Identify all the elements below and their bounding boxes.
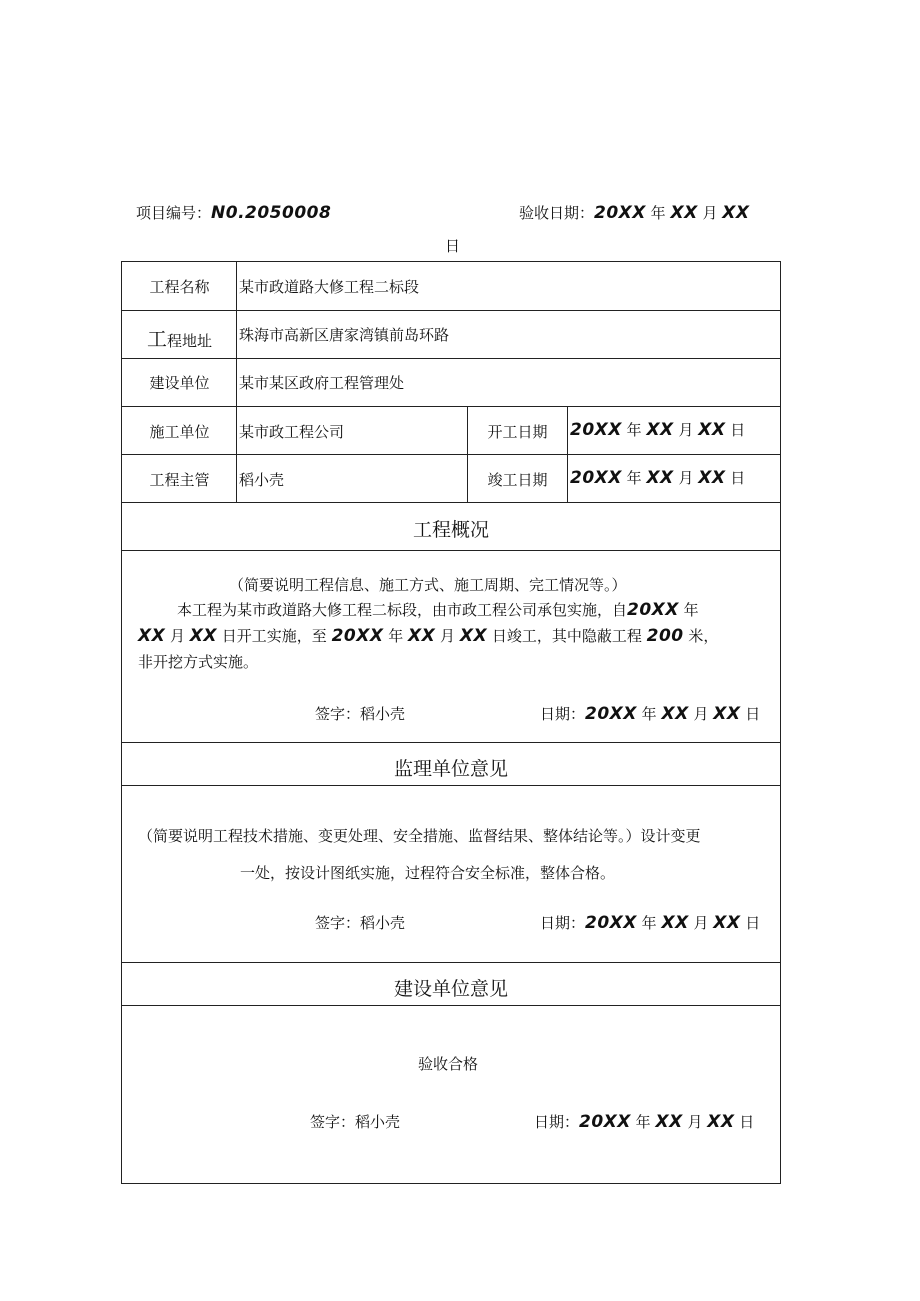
- year-char: 年: [650, 204, 666, 222]
- sign-label: 签字：: [310, 1113, 356, 1131]
- overview-end-year: 20XX: [331, 626, 384, 646]
- overview-hint: （简要说明工程信息、施工方式、施工周期、完工情况等。）: [229, 576, 627, 594]
- column-divider: [567, 406, 568, 502]
- project-address-label-rest: 程地址: [166, 332, 212, 350]
- sign-label: 签字：: [315, 914, 361, 932]
- start-month: XX: [646, 420, 674, 440]
- overview-signature: [315, 701, 405, 727]
- sign-label: 签字：: [315, 705, 361, 723]
- supervision-date: [540, 910, 760, 936]
- supervision-sign-year-char: 年: [641, 914, 657, 932]
- row-divider: [122, 310, 780, 311]
- supervision-line-1: （简要说明工程技术措施、变更处理、安全措施、监督结果、整体结论等。）设计变更: [138, 827, 701, 845]
- supervision-sign-month-char: 月: [693, 914, 709, 932]
- finish-year: 20XX: [570, 468, 622, 488]
- start-year-char: 年: [626, 421, 642, 439]
- overview-line-2-text-c: 米，: [688, 627, 719, 645]
- start-date-label: 开工日期: [487, 423, 548, 441]
- supervision-sign-day-char: 日: [745, 914, 761, 932]
- start-day: XX: [698, 420, 726, 440]
- manager-label: 工程主管: [149, 471, 210, 489]
- signer-name: 稻小壳: [355, 1113, 401, 1131]
- project-address-label-big: 工: [146, 327, 167, 351]
- overview-sign-day: XX: [713, 704, 741, 724]
- overview-date: [540, 701, 760, 727]
- row-divider: [122, 454, 780, 455]
- owner-signature: [310, 1109, 400, 1135]
- supervision-title: 监理单位意见: [393, 758, 508, 780]
- owner-unit-value: 某市某区政府工程管理处: [239, 374, 405, 392]
- overview-sign-day-char: 日: [745, 705, 761, 723]
- owner-date: [534, 1109, 754, 1135]
- row-divider: [122, 742, 780, 743]
- date-label: 日期：: [540, 705, 586, 723]
- project-address-label: [122, 323, 237, 352]
- owner-opinion-text: 验收合格: [418, 1055, 479, 1073]
- signer-name: 稻小壳: [360, 705, 406, 723]
- owner-sign-month: XX: [655, 1112, 683, 1132]
- date-label: 日期：: [540, 914, 586, 932]
- overview-line-1-text: 本工程为某市政道路大修工程二标段，由市政工程公司承包实施，自: [177, 601, 628, 619]
- row-divider: [122, 550, 780, 551]
- overview-line-2-text-b: 日竣工，其中隐蔽工程: [491, 627, 642, 645]
- contractor-value: 某市政工程公司: [239, 423, 345, 441]
- owner-opinion-title: 建设单位意见: [393, 978, 508, 1000]
- project-number: N0.2050008: [211, 203, 332, 223]
- acceptance-day: XX: [722, 203, 750, 223]
- finish-day-char: 日: [730, 469, 746, 487]
- row-divider: [122, 406, 780, 407]
- supervision-signature: [315, 910, 405, 936]
- overview-end-month: XX: [408, 626, 436, 646]
- project-name-value: 某市政道路大修工程二标段: [239, 278, 420, 296]
- overview-line-2: [138, 623, 718, 649]
- overview-month-char: 月: [170, 627, 186, 645]
- row-divider: [122, 785, 780, 786]
- owner-sign-year: 20XX: [579, 1112, 631, 1132]
- overview-year-char: 年: [683, 601, 699, 619]
- finish-month-char: 月: [678, 469, 694, 487]
- project-address-value: 珠海市高新区唐家湾镇前岛环路: [239, 326, 450, 344]
- overview-line-3: 非开挖方式实施。: [138, 653, 259, 671]
- owner-sign-day: XX: [707, 1112, 735, 1132]
- overview-sign-year-char: 年: [641, 705, 657, 723]
- overview-sign-month-char: 月: [693, 705, 709, 723]
- supervision-sign-year: 20XX: [585, 913, 637, 933]
- row-divider: [122, 962, 780, 963]
- owner-unit-label: 建设单位: [149, 374, 210, 392]
- overview-start-year: 20XX: [627, 600, 679, 620]
- month-char: 月: [702, 204, 718, 222]
- overview-end-year-char: 年: [388, 627, 404, 645]
- owner-sign-year-char: 年: [635, 1113, 651, 1131]
- acceptance-day-char: 日: [445, 237, 461, 255]
- finish-year-char: 年: [626, 469, 642, 487]
- finish-month: XX: [646, 468, 674, 488]
- start-month-char: 月: [678, 421, 694, 439]
- overview-end-month-char: 月: [440, 627, 456, 645]
- date-label: 日期：: [534, 1113, 580, 1131]
- overview-start-month: XX: [138, 626, 166, 646]
- row-divider: [122, 358, 780, 359]
- overview-hidden-length: 200: [646, 626, 684, 646]
- row-divider: [122, 1005, 780, 1006]
- owner-sign-month-char: 月: [687, 1113, 703, 1131]
- supervision-sign-day: XX: [713, 913, 741, 933]
- acceptance-month: XX: [670, 203, 698, 223]
- finish-date-label: 竣工日期: [487, 471, 548, 489]
- project-number-label-text: 项目编号：: [136, 204, 212, 222]
- overview-end-day: XX: [459, 626, 488, 646]
- start-date-value: [570, 419, 745, 440]
- acceptance-year: 20XX: [594, 203, 646, 223]
- acceptance-date: [519, 202, 749, 223]
- row-divider: [122, 502, 780, 503]
- start-year: 20XX: [570, 420, 622, 440]
- acceptance-date-label: 验收日期：: [519, 204, 595, 222]
- signer-name: 稻小壳: [360, 914, 406, 932]
- overview-start-day: XX: [189, 626, 218, 646]
- contractor-label: 施工单位: [149, 423, 210, 441]
- owner-sign-day-char: 日: [739, 1113, 755, 1131]
- overview-sign-year: 20XX: [585, 704, 637, 724]
- start-day-char: 日: [730, 421, 746, 439]
- overview-line-1: [177, 597, 699, 623]
- finish-date-value: [570, 467, 745, 488]
- overview-line-2-text-a: 日开工实施，至: [221, 627, 327, 645]
- project-number-label: [136, 202, 331, 223]
- overview-sign-month: XX: [661, 704, 689, 724]
- supervision-sign-month: XX: [661, 913, 689, 933]
- finish-day: XX: [698, 468, 726, 488]
- overview-title: 工程概况: [412, 519, 489, 541]
- manager-value: 稻小壳: [239, 471, 285, 489]
- acceptance-form-table: [121, 261, 781, 1184]
- project-name-label: 工程名称: [149, 278, 210, 296]
- supervision-line-2: 一处，按设计图纸实施，过程符合安全标准，整体合格。: [240, 864, 616, 882]
